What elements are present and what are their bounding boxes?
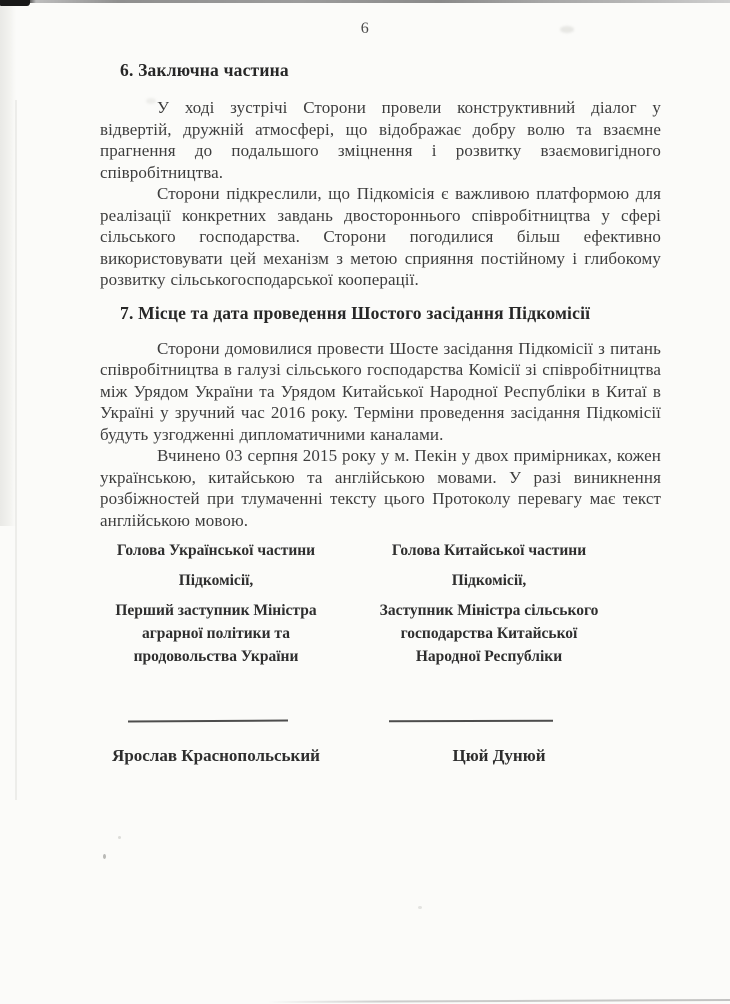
signatory-name-ukraine: Ярослав Краснопольський [112, 746, 320, 765]
signature-line [128, 720, 288, 723]
signatory-role-line: Підкомісії, [451, 572, 527, 589]
scan-left-fold-line [15, 100, 17, 800]
scan-left-edge [0, 6, 16, 526]
signatory-role-line: Голова Китайської частини [391, 542, 587, 559]
signatory-role-line: Заступник Міністра сільського [379, 602, 599, 619]
scan-bottom-edge [268, 999, 730, 1003]
paragraph-dialogue: У ході зустрічі Сторони провели конструктивний діалог у відвертій, дружній атмосфері, що відображає добру волю та взаємне прагнення до подальшого зміцнення і розвитку взаємовигідного співробітництва. [100, 98, 661, 182]
paragraph-signing-details: Вчинено 03 серпня 2015 року у м. Пекін у двох примірниках, кожен українською, китайською та англійською мовами. У разі виникнення розбіжностей при тлумаченні тексту цього Протоколу перевагу має текст англійською мовою. [100, 446, 661, 530]
signatory-role-line: Народної Республіки [415, 648, 563, 665]
scan-speck [418, 906, 422, 909]
signature-block-ukraine [100, 539, 332, 766]
scan-top-edge [0, 0, 730, 3]
signatory-role-line: Перший заступник Міністра [115, 602, 317, 619]
scan-speck [118, 836, 121, 839]
signature-line [389, 720, 553, 723]
signature-blocks [100, 539, 661, 766]
signatory-role-line: аграрної політики та [142, 625, 290, 642]
page-number: 6 [360, 20, 370, 37]
paragraph-subcommission-platform: Сторони підкреслили, що Підкомісія є важливою платформою для реалізації конкретних завдань двостороннього співробітництва у сфері сільського господарства. Сторони погодилися більш ефективно використовувати цей механізм з метою сприяння постійному і глибокому розвитку сільськогосподарської кооперації. [100, 184, 661, 289]
scan-speck [103, 854, 106, 859]
paragraph-next-meeting: Сторони домовилися провести Шосте засідання Підкомісії з питань співробітництва в галузі сільського господарства Комісії зі співробітництва між Урядом України та Урядом Китайської Народної Республіки в Китаї в Україні у зручний час 2016 року. Терміни проведення засідання Підкомісії будуть узгодженні дипломатичними каналами. [100, 338, 661, 444]
signatory-role-line: господарства Китайської [400, 625, 578, 642]
signatory-role-line: Підкомісії, [178, 572, 254, 589]
document-body [100, 58, 661, 766]
signatory-role-line: Голова Української частини [116, 542, 316, 559]
section-6-heading: 6. Заключна частина [120, 60, 289, 80]
signatory-name-china: Цюй Дунюй [452, 746, 546, 765]
signatory-role-line: продовольства України [133, 648, 299, 665]
signature-block-china [363, 539, 615, 766]
section-7-heading: 7. Місце та дата проведення Шостого засідання Підкомісії [120, 302, 591, 323]
